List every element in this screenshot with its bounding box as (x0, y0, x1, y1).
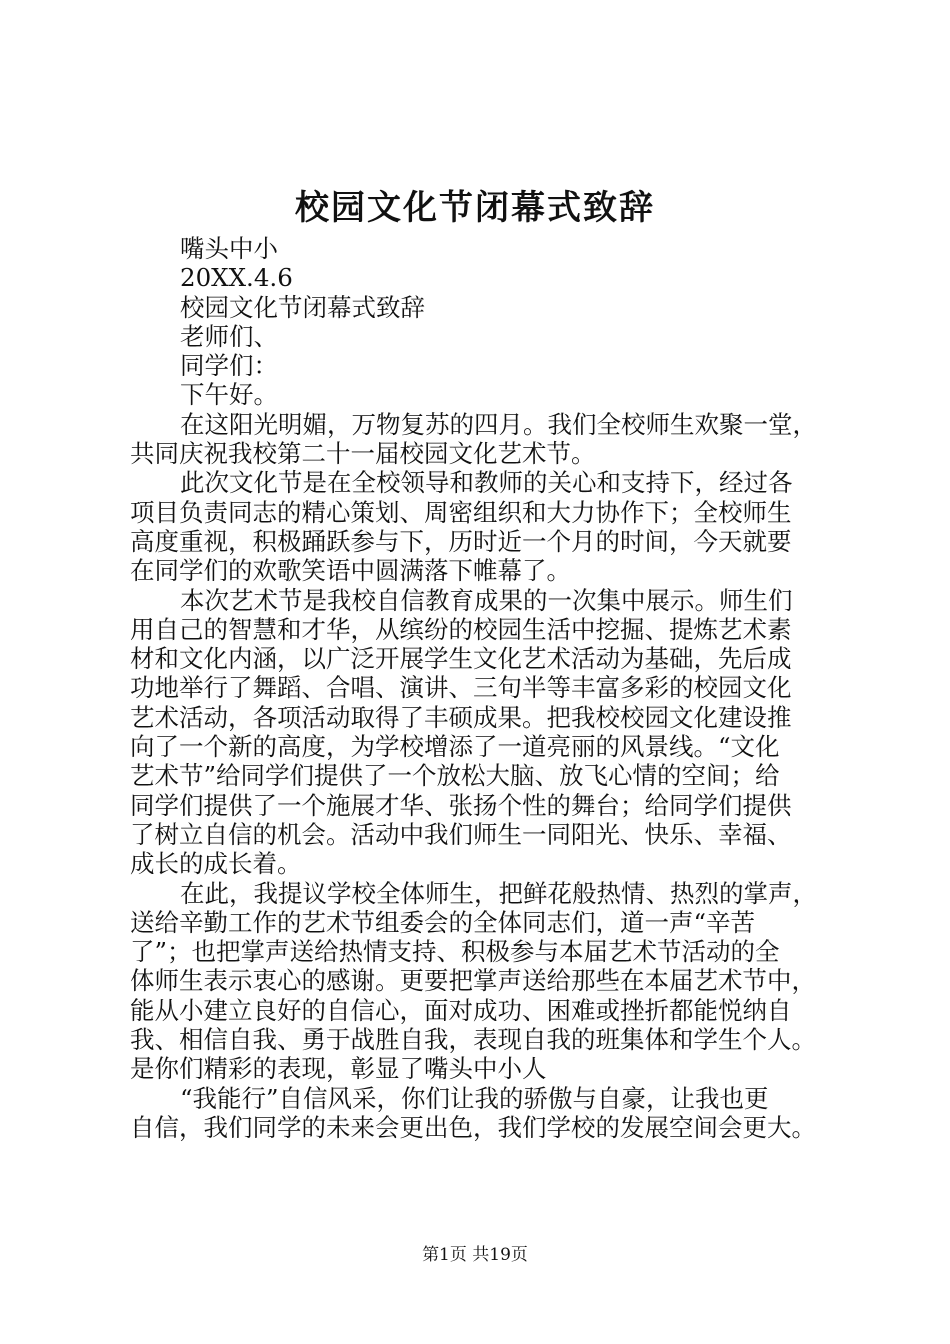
salutation-teachers: 老师们、 (180, 321, 278, 351)
paragraph-line: 在此，我提议学校全体师生，把鲜花般热情、热烈的掌声， (180, 878, 817, 908)
paragraph-line: 用自己的智慧和才华，从缤纷的校园生活中挖掘、提炼艺术素 (130, 614, 792, 644)
page-number: 第1页 共19页 (422, 1245, 528, 1265)
paragraph-line: 了”；也把掌声送给热情支持、积极参与本届艺术节活动的全 (130, 937, 780, 967)
paragraph-line: 向了一个新的高度，为学校增添了一道亮丽的风景线。“文化 (130, 732, 780, 762)
paragraph-line: 此次文化节是在全校领导和教师的关心和支持下，经过各 (180, 468, 793, 498)
date-line: 20XX.4.6 (180, 263, 293, 293)
paragraph-line: 在这阳光明媚，万物复苏的四月。我们全校师生欢聚一堂， (180, 409, 817, 439)
paragraph-line: 同学们提供了一个施展才华、张扬个性的舞台；给同学们提供 (130, 790, 792, 820)
paragraph-line: 在同学们的欢歌笑语中圆满落下帷幕了。 (130, 556, 571, 586)
paragraph-line: 项目负责同志的精心策划、周密组织和大力协作下；全校师生 (130, 497, 792, 527)
paragraph-line: 本次艺术节是我校自信教育成果的一次集中展示。师生们 (180, 585, 793, 615)
paragraph-line: 自信，我们同学的未来会更出色，我们学校的发展空间会更大。 (130, 1112, 816, 1142)
paragraph-line: 体师生表示衷心的感谢。更要把掌声送给那些在本届艺术节中， (130, 966, 816, 996)
document-title: 校园文化节闭幕式致辞 (295, 188, 655, 228)
paragraph-line: 共同庆祝我校第二十一届校园文化艺术节。 (130, 439, 596, 469)
paragraph-line: 能从小建立良好的自信心，面对成功、困难或挫折都能悦纳自 (130, 995, 792, 1025)
subtitle-line: 校园文化节闭幕式致辞 (180, 292, 425, 322)
school-name: 嘴头中小 (180, 234, 278, 263)
greeting-line: 下午好。 (180, 380, 278, 410)
salutation-students: 同学们： (180, 351, 278, 381)
paragraph-line: 功地举行了舞蹈、合唱、演讲、三句半等丰富多彩的校园文化 (130, 673, 792, 703)
paragraph-line: 高度重视，积极踊跃参与下，历时近一个月的时间，今天就要 (130, 526, 792, 556)
paragraph-line: 艺术活动，各项活动取得了丰硕成果。把我校校园文化建设推 (130, 702, 792, 732)
paragraph-line: 艺术节”给同学们提供了一个放松大脑、放飞心情的空间；给 (130, 761, 780, 791)
paragraph-line: 了树立自信的机会。活动中我们师生一同阳光、快乐、幸福、 (130, 819, 792, 849)
paragraph-line: 送给辛勤工作的艺术节组委会的全体同志们，道一声“辛苦 (130, 907, 756, 937)
paragraph-line: 材和文化内涵，以广泛开展学生文化艺术活动为基础，先后成 (130, 644, 792, 674)
paragraph-line: 我、相信自我、勇于战胜自我，表现自我的班集体和学生个人。 (130, 1025, 816, 1055)
paragraph-line: “我能行”自信风采，你们让我的骄傲与自豪，让我也更 (180, 1083, 769, 1113)
paragraph-line: 是你们精彩的表现，彰显了嘴头中小人 (130, 1054, 547, 1084)
paragraph-line: 成长的成长着。 (130, 849, 302, 879)
document-body (130, 234, 850, 1142)
